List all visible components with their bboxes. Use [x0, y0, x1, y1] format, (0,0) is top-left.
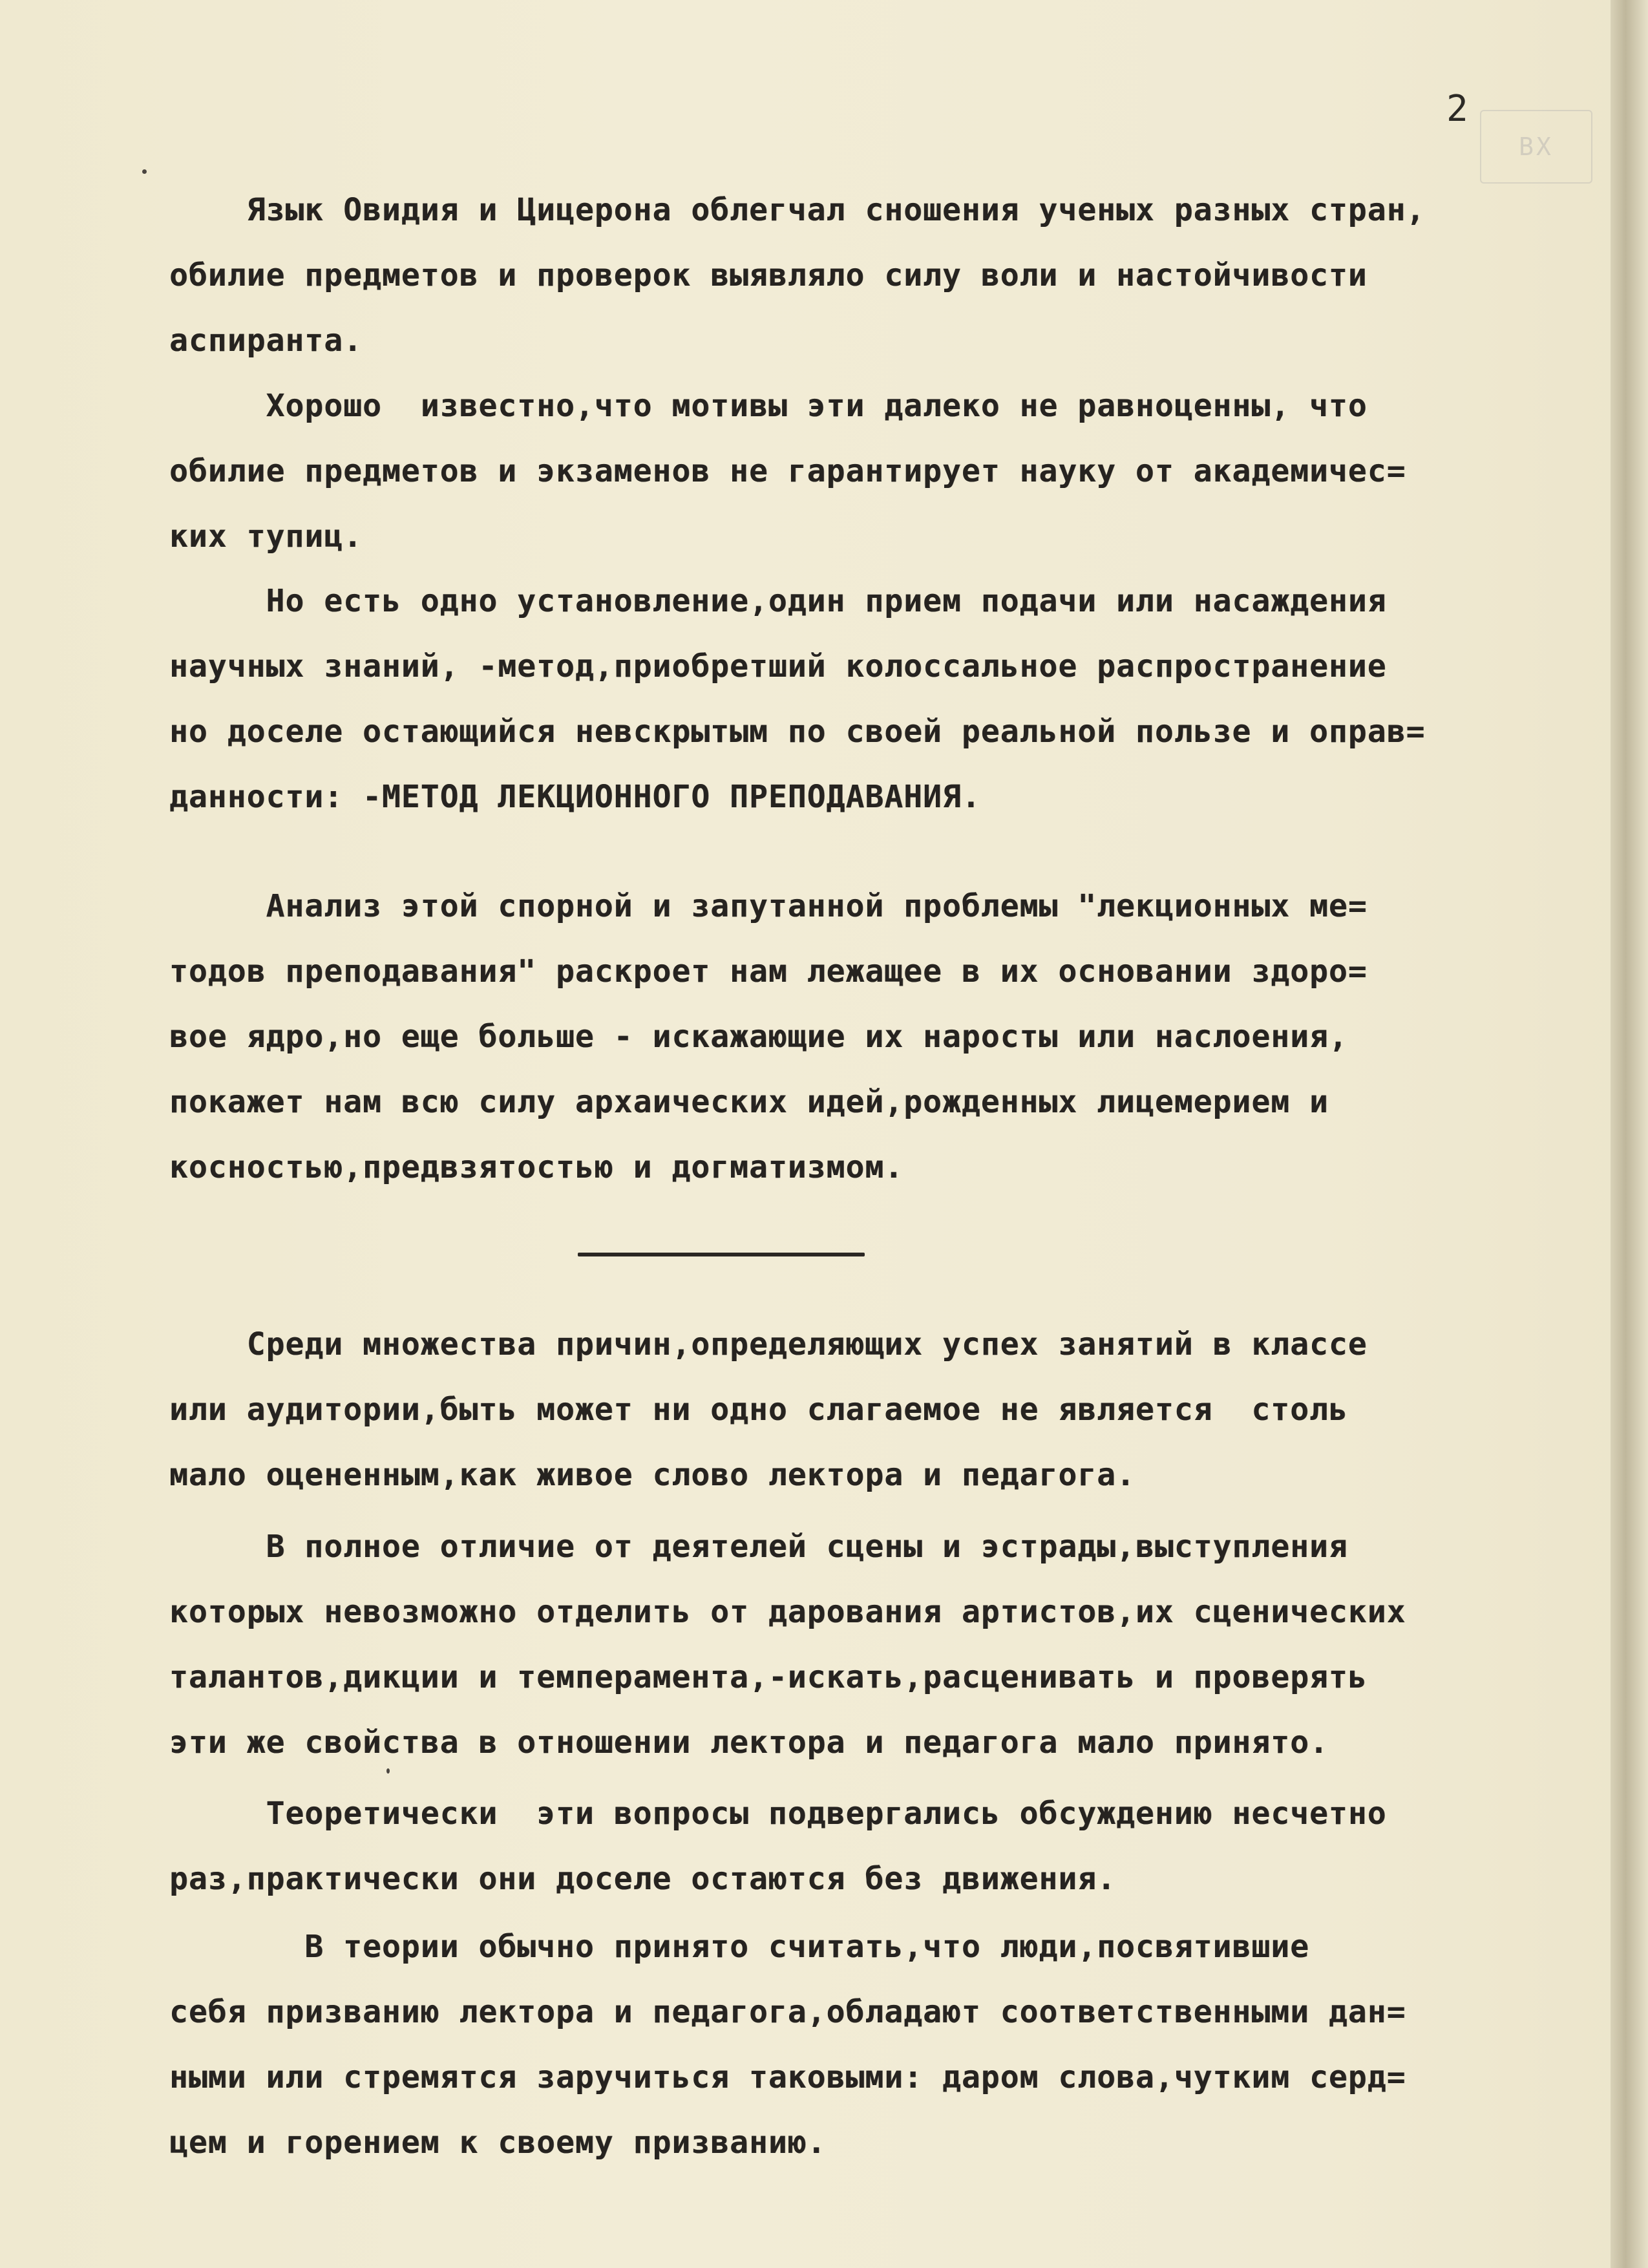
page-number: 2	[1446, 88, 1468, 130]
ink-dot	[142, 169, 147, 174]
paragraph-1: Язык Овидия и Цицерона облегчал сношения ученых разных стран, обилие предметов и проверок выявляло силу воли и настойчивости аспиранта.	[169, 192, 1426, 359]
faded-stamp: ВХ	[1480, 110, 1592, 184]
paragraph-2: Хорошо известно,что мотивы эти далеко не равноценны, что обилие предметов и экзаменов не гарантирует науку от академичес= ких тупиц.	[169, 388, 1406, 555]
paragraph-6: В полное отличие от деятелей сцены и эстрады,выступления которых невозможно отделить от дарования артистов,их сценических талантов,дикции и темперамента,-искать,расценивать и проверять эти же свойства в отношении лектора и педагога мало принято.	[169, 1529, 1406, 1761]
paragraph-4: Анализ этой спорной и запутанной проблемы "лекционных ме= тодов преподавания" раскроет нам лежащее в их основании здоро= вое ядро,но еще больше - искажающие их наросты или наслоения, покажет нам всю силу архаических идей,рожденных лицемерием и косностью,предвзятостью и догматизмом.	[169, 888, 1368, 1185]
paragraph-3: Но есть одно установление,один прием подачи или насаждения научных знаний, -метод,приобретший колоссальное распространение но доселе остающийся невскрытым по своей реальной пользе и оправ= данности: -МЕТОД ЛЕКЦИОННОГО ПРЕПОДАВАНИЯ.	[169, 583, 1426, 815]
paragraph-8: В теории обычно принято считать,что люди,посвятившие себя призванию лектора и педагога,обладают соответственными дан= ными или стремятся заручиться таковыми: даром слова,чутким серд= цем и горением к своему призванию.	[169, 1929, 1406, 2161]
section-separator	[578, 1253, 865, 1256]
paragraph-5: Среди множества причин,определяющих успех занятий в классе или аудитории,быть может ни одно слагаемое не является столь мало оцененным,как живое слово лектора и педагога.	[169, 1326, 1368, 1493]
paper-edge	[1611, 0, 1648, 2268]
paragraph-7: Теоретически эти вопросы подвергались обсуждению несчетно раз,практически они доселе остаются без движения.	[169, 1796, 1387, 1897]
